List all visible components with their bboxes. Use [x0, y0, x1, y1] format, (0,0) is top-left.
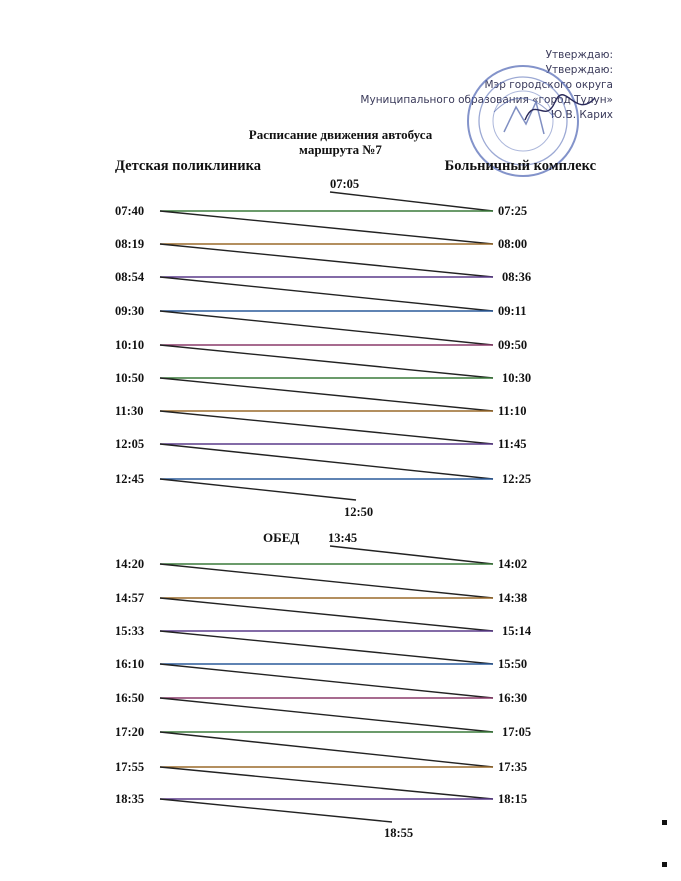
morning-line-trip: [160, 378, 493, 411]
morning-line-trip: [160, 411, 493, 444]
lunch-label: ОБЕД: [263, 530, 300, 545]
approval-line-2: Утверждаю:: [545, 64, 613, 76]
afternoon-left-time: 18:35: [115, 792, 145, 806]
morning-left-time: 10:50: [115, 371, 145, 385]
afternoon-left-time: 14:20: [115, 557, 145, 571]
afternoon-line-trip: [160, 767, 493, 799]
morning-left-time: 11:30: [115, 404, 144, 418]
morning-left-time: 07:40: [115, 204, 145, 218]
approval-line-1: Утверждаю:: [545, 49, 613, 61]
morning-right-time: 08:00: [498, 237, 528, 251]
morning-line-trip: [160, 277, 493, 311]
morning-line-trip: [160, 211, 493, 244]
morning-start-time: 07:05: [330, 177, 360, 191]
afternoon-left-time: 17:20: [115, 725, 145, 739]
afternoon-right-time: 18:15: [498, 792, 528, 806]
afternoon-left-time: 14:57: [115, 591, 145, 605]
schedule-title: Расписание движения автобуса: [248, 127, 433, 142]
morning-right-time: 07:25: [498, 204, 528, 218]
stop-right-name: Больничный комплекс: [444, 158, 596, 174]
morning-left-time: 12:45: [115, 472, 145, 486]
morning-end-time: 12:50: [344, 505, 374, 519]
afternoon-left-time: 16:10: [115, 657, 145, 671]
afternoon-line-trip: [160, 598, 493, 631]
morning-right-time: 11:10: [498, 404, 527, 418]
afternoon-line-trip: [160, 564, 493, 598]
morning-line-trip: [160, 244, 493, 277]
morning-left-time: 08:54: [115, 270, 145, 284]
morning-right-time: 09:50: [498, 338, 528, 352]
afternoon-end-time: 18:55: [384, 826, 414, 840]
morning-line-end: [160, 479, 356, 500]
afternoon-line-trip: [160, 664, 493, 698]
approval-line-4: Муниципального образования «город Тулун»: [360, 94, 613, 106]
afternoon-left-time: 15:33: [115, 624, 145, 638]
morning-line-trip: [160, 444, 493, 479]
afternoon-right-time: 14:02: [498, 557, 528, 571]
afternoon-line-trip: [160, 698, 493, 732]
afternoon-right-time: 15:14: [502, 624, 532, 638]
route-number: маршрута №7: [299, 142, 382, 157]
approval-line-3: Мэр городского округа: [484, 79, 613, 91]
scan-mark: [662, 820, 667, 825]
scan-mark: [662, 862, 667, 867]
afternoon-start-time: 13:45: [328, 531, 358, 545]
afternoon-right-time: 17:05: [502, 725, 532, 739]
afternoon-left-time: 16:50: [115, 691, 145, 705]
morning-left-time: 10:10: [115, 338, 145, 352]
afternoon-right-time: 16:30: [498, 691, 528, 705]
afternoon-right-time: 17:35: [498, 760, 528, 774]
morning-right-time: 10:30: [502, 371, 532, 385]
afternoon-line-trip: [160, 732, 493, 767]
approval-line-5: Ю.В. Карих: [550, 109, 613, 121]
stop-left-name: Детская поликлиника: [115, 158, 262, 174]
morning-right-time: 09:11: [498, 304, 527, 318]
morning-left-time: 09:30: [115, 304, 145, 318]
afternoon-right-time: 15:50: [498, 657, 528, 671]
morning-line-start: [330, 192, 493, 211]
morning-left-time: 08:19: [115, 237, 145, 251]
morning-right-time: 11:45: [498, 437, 527, 451]
morning-left-time: 12:05: [115, 437, 145, 451]
afternoon-right-time: 14:38: [498, 591, 528, 605]
morning-right-time: 08:36: [502, 270, 532, 284]
afternoon-left-time: 17:55: [115, 760, 145, 774]
morning-line-trip: [160, 311, 493, 345]
afternoon-line-start: [330, 546, 493, 564]
afternoon-line-trip: [160, 631, 493, 664]
afternoon-line-end: [160, 799, 392, 822]
morning-right-time: 12:25: [502, 472, 532, 486]
morning-line-trip: [160, 345, 493, 378]
